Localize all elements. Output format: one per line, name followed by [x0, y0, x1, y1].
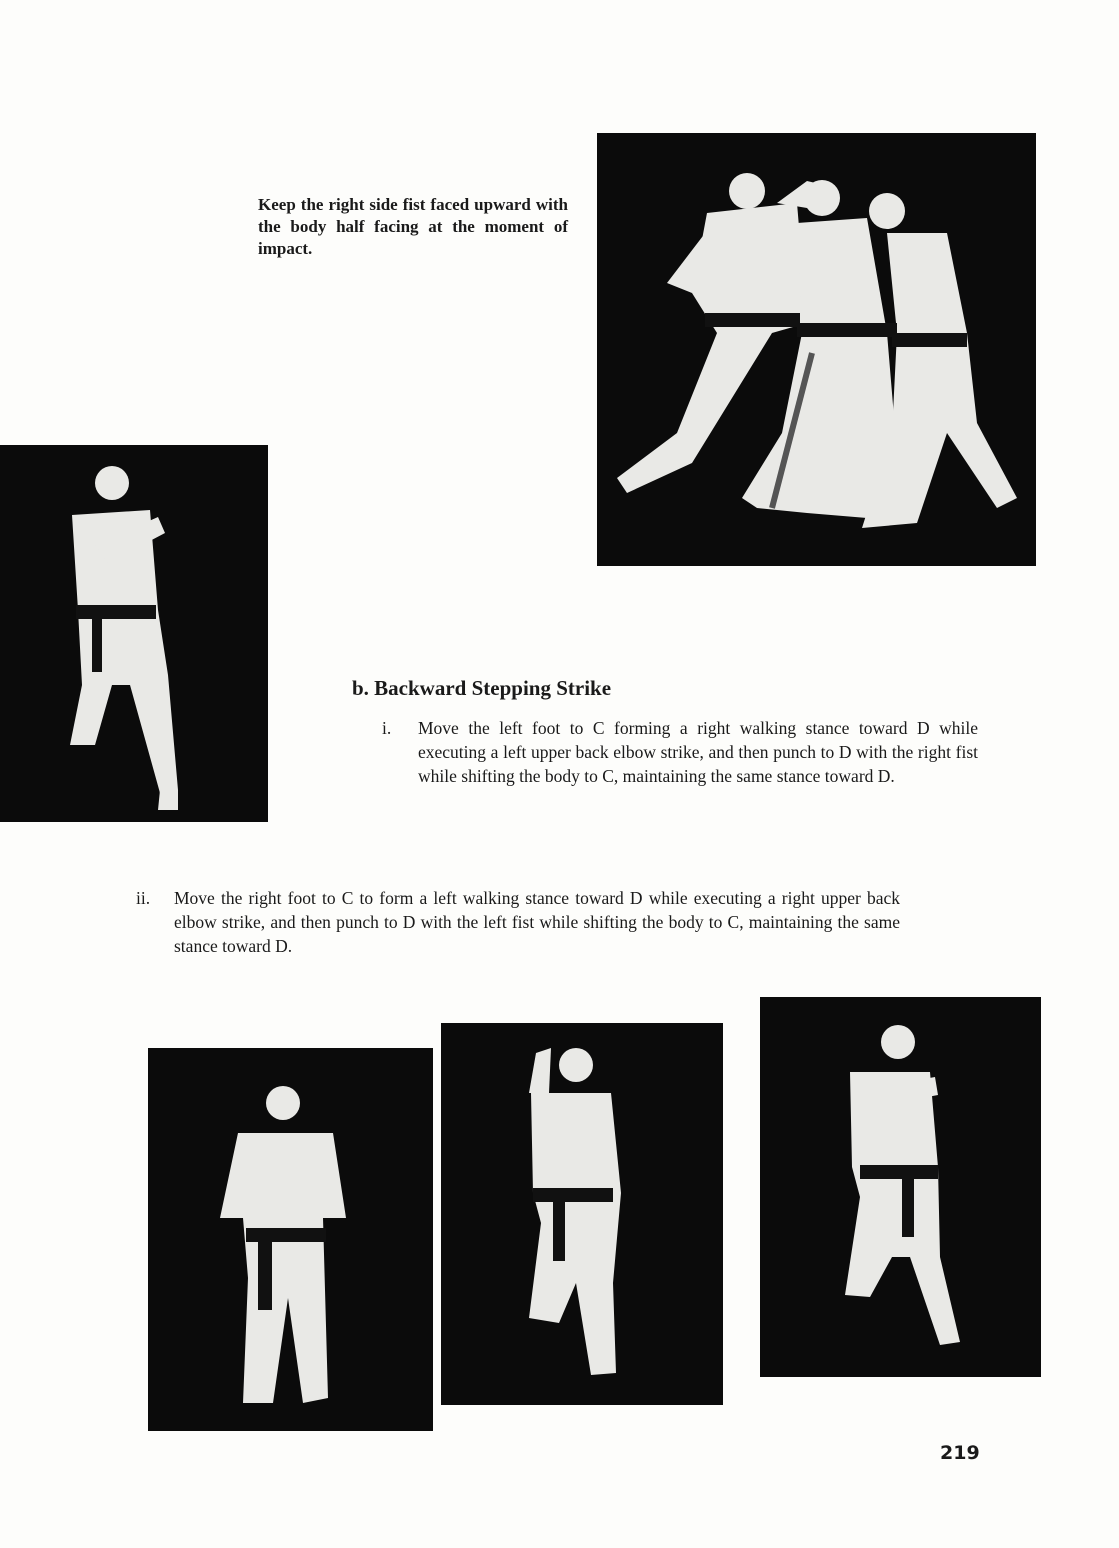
section-heading: b. Backward Stepping Strike [352, 676, 612, 700]
photo-caption: Keep the right side fist faced upward with the body half facing at the moment of impact. [258, 195, 568, 258]
step-ii-number: ii. [136, 888, 151, 908]
photo-punch-forward [0, 445, 268, 822]
step-i [382, 716, 978, 788]
photo-back-elbow-strike [441, 1023, 723, 1405]
step-ii [136, 886, 900, 958]
page-number: 219 [940, 1442, 980, 1464]
photo-ready-stance [148, 1048, 433, 1431]
photo-punch-after-shift [760, 997, 1041, 1377]
step-i-number: i. [382, 718, 392, 738]
step-i-text: Move the left foot to C forming a right walking stance toward D while executing a left upper back elbow strike, and then punch to D with the right fist while shifting the body to C, maintaining the same stance toward D. [418, 718, 978, 786]
step-ii-text: Move the right foot to C to form a left walking stance toward D while executing a right upper back elbow strike, and then punch to D with the left fist while shifting the body to C, maintaining the same stance toward D. [174, 888, 900, 956]
photo-three-practitioners-elbow-strike [597, 133, 1036, 566]
